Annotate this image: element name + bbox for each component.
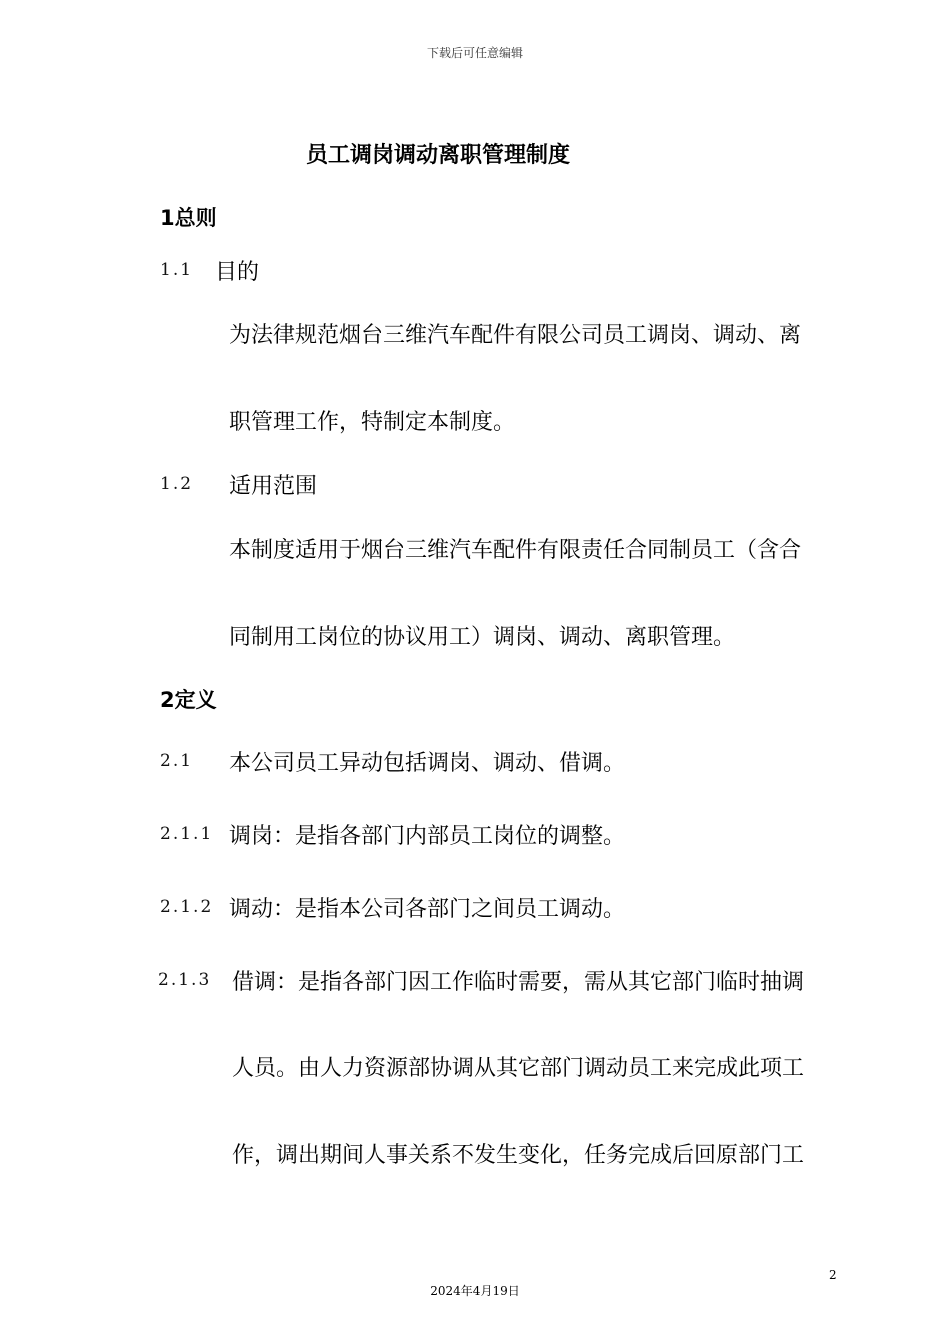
section-2-1-3-paragraph-line-3: 作，调出期间人事关系不发生变化，任务完成后回原部门工 [232,1143,805,1168]
section-1-1-paragraph-line-2: 职管理工作，特制定本制度。 [229,410,516,435]
section-2-1-3-paragraph-line-1: 借调：是指各部门因工作临时需要，需从其它部门临时抽调 [232,970,805,995]
page-footer-date: 2024年4月19日 [430,1284,520,1298]
section-2-heading: 2定义 [160,688,217,712]
section-2-1-1-number: 2.1.1 [160,824,214,844]
section-1-2-number: 1.2 [160,474,194,494]
section-1-2-paragraph-line-2: 同制用工岗位的协议用工）调岗、调动、离职管理。 [229,625,736,650]
section-1-1-number: 1.1 [160,260,194,280]
section-1-2-paragraph-line-1: 本制度适用于烟台三维汽车配件有限责任合同制员工（含合 [229,538,802,563]
section-2-1-2-number: 2.1.2 [160,897,214,917]
section-1-2-title: 适用范围 [229,474,318,499]
section-2-1-text: 本公司员工异动包括调岗、调动、借调。 [229,751,626,776]
section-2-1-3-number: 2.1.3 [158,970,212,990]
page-header: 下载后可任意编辑 [426,46,523,60]
section-2-1-3-paragraph-line-2: 人员。由人力资源部协调从其它部门调动员工来完成此项工 [232,1056,805,1081]
section-1-heading: 1总则 [160,206,217,230]
section-1-1-paragraph-line-1: 为法律规范烟台三维汽车配件有限公司员工调岗、调动、离 [229,323,802,348]
section-2-1-2-text: 调动：是指本公司各部门之间员工调动。 [229,897,626,922]
section-1-1-title: 目的 [215,260,260,285]
section-2-1-number: 2.1 [160,751,194,771]
document-title: 员工调岗调动离职管理制度 [305,143,570,168]
page-number: 2 [829,1268,837,1282]
section-2-1-1-text: 调岗：是指各部门内部员工岗位的调整。 [229,824,626,849]
